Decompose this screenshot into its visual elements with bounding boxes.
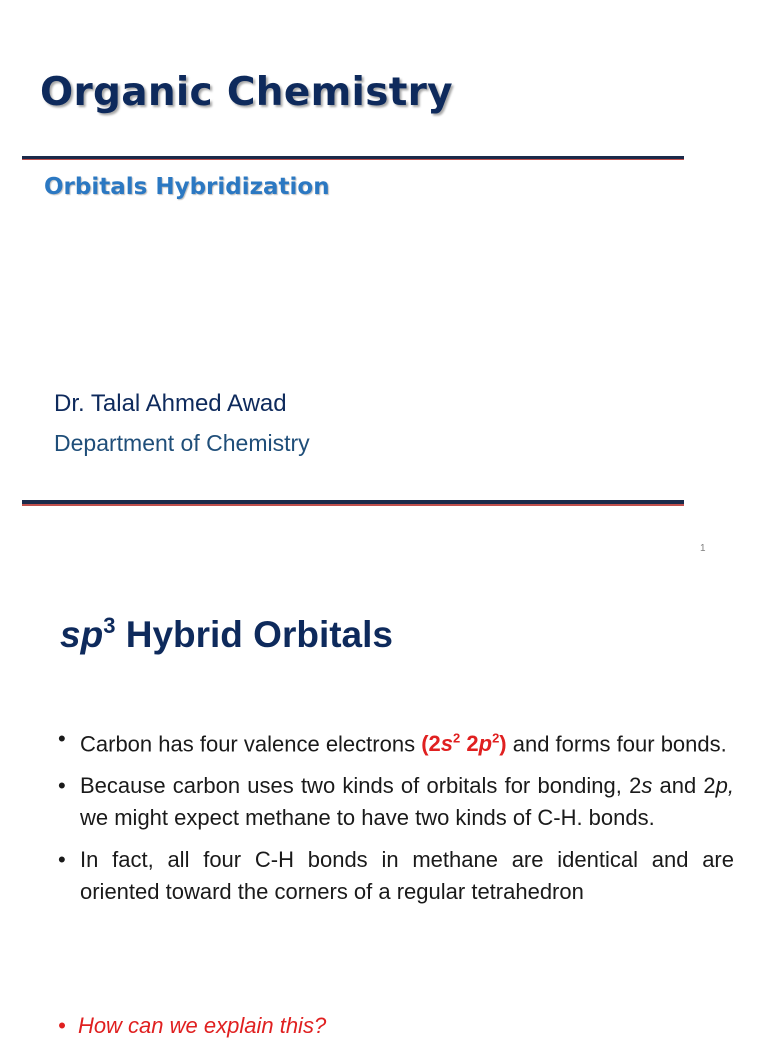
title-prefix: sp	[60, 614, 104, 655]
bullet-text: Because carbon uses two kinds of orbitals for bonding, 2	[80, 773, 642, 799]
bullet-text: and 2	[652, 773, 716, 799]
department-name: Department of Chemistry	[54, 430, 310, 456]
slide-title: Organic Chemistry	[40, 70, 453, 115]
bullet-icon: •	[58, 726, 66, 751]
title-divider	[22, 156, 684, 160]
partial-bullet: • How can we explain this?	[58, 1013, 327, 1038]
bullet-text: s	[641, 773, 653, 799]
title-superscript: 3	[103, 613, 116, 638]
bullet-text: In fact, all four C-H bonds in methane are identical and are oriented toward the corners of a regular tetrahedron	[80, 847, 734, 905]
bullet-text: we might expect methane to have two kinds of C-H. bonds.	[80, 805, 655, 831]
list-item	[58, 723, 734, 760]
author-name: Dr. Talal Ahmed Awad	[54, 390, 287, 417]
slide-title	[60, 613, 393, 656]
list-item	[58, 770, 734, 834]
bullet-text: p,	[715, 773, 735, 799]
bullet-icon: •	[58, 773, 66, 799]
electron-config: ($2s^2$ $2p^2$)	[421, 731, 507, 757]
title-rest: Hybrid Orbitals	[115, 614, 393, 655]
bullet-text: and forms four bonds.	[506, 731, 727, 757]
bullet-list	[58, 723, 734, 918]
bullet-icon: •	[58, 847, 66, 873]
list-item	[58, 844, 734, 908]
slide-2	[0, 573, 768, 1038]
footer-divider	[22, 500, 684, 506]
slide-subtitle: Orbitals Hybridization	[44, 174, 330, 200]
bullet-text: Carbon has four valence electrons	[80, 731, 422, 757]
page-number: 1	[700, 543, 706, 554]
